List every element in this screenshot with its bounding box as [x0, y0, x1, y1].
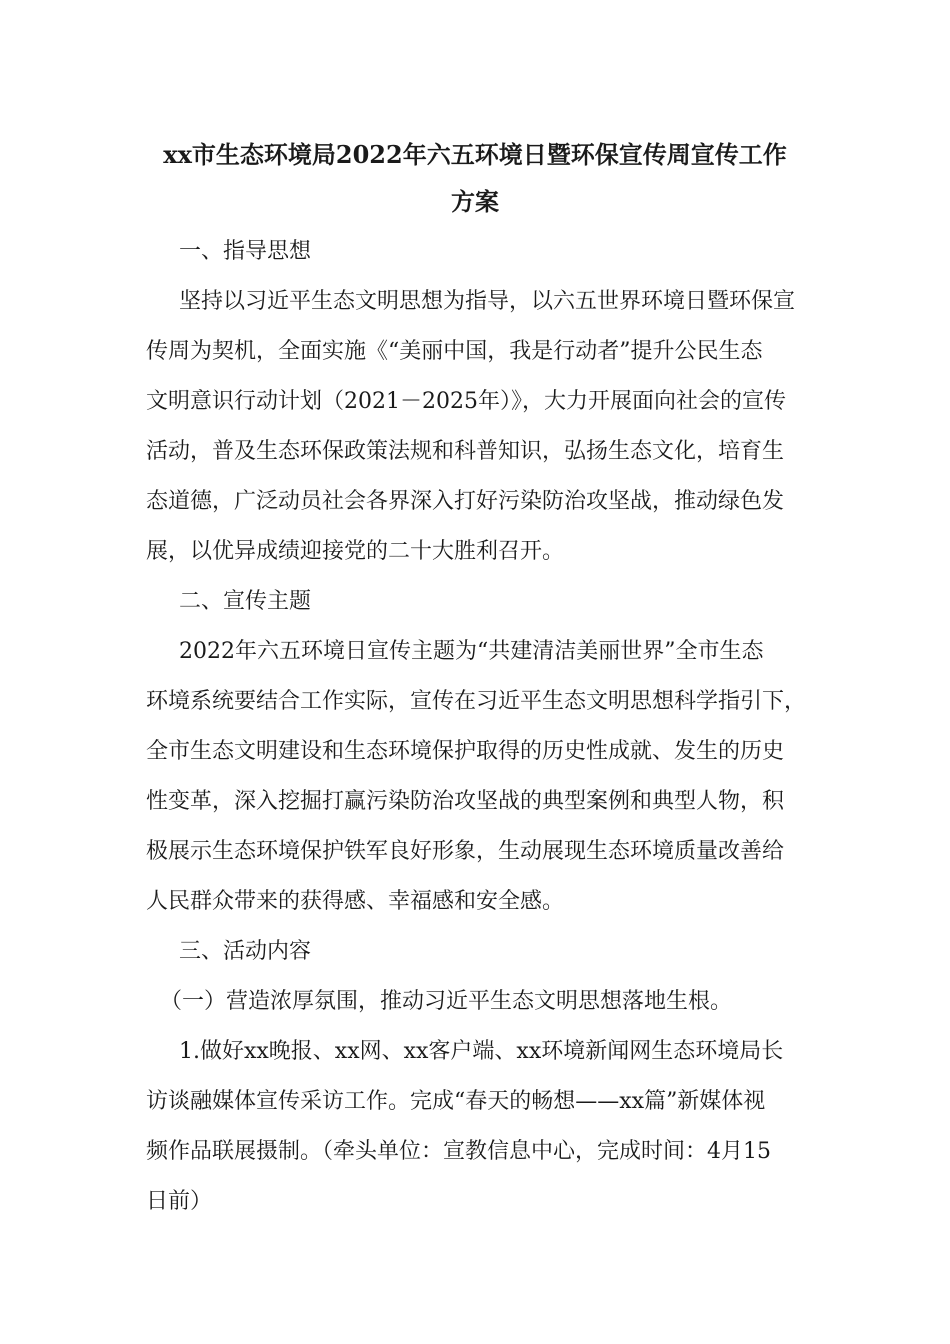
section-heading-activity-content: 三、活动内容	[179, 939, 312, 964]
paragraph-line: 全市生态文明建设和生态环境保护取得的历史性成就、发生的历史	[146, 739, 785, 764]
section-heading-guiding-ideology: 一、指导思想	[179, 239, 312, 264]
paragraph-line: 态道德，广泛动员社会各界深入打好污染防治攻坚战，推动绿色发	[146, 489, 785, 514]
paragraph-line: 极展示生态环境保护铁军良好形象，生动展现生态环境质量改善给	[146, 839, 785, 864]
paragraph-line: 频作品联展摄制。（牵头单位：宣教信息中心，完成时间：4月15	[146, 1139, 771, 1164]
paragraph-line: 传周为契机，全面实施《“美丽中国，我是行动者”提升公民生态	[146, 339, 763, 364]
paragraph-line: 坚持以习近平生态文明思想为指导，以六五世界环境日暨环保宣	[179, 289, 796, 314]
paragraph-line: 展，以优异成绩迎接党的二十大胜利召开。	[146, 539, 565, 564]
section-heading-publicity-theme: 二、宣传主题	[179, 589, 312, 614]
document-title-line-1: xx市生态环境局2022年六五环境日暨环保宣传周宣传工作	[163, 140, 787, 169]
paragraph-line: 环境系统要结合工作实际，宣传在习近平生态文明思想科学指引下，	[146, 689, 807, 714]
paragraph-line: 访谈融媒体宣传采访工作。完成“春天的畅想——xx篇”新媒体视	[146, 1089, 766, 1114]
paragraph-line: 活动，普及生态环保政策法规和科普知识，弘扬生态文化，培育生	[146, 439, 785, 464]
subsection-heading: （一）营造浓厚氛围，推动习近平生态文明思想落地生根。	[160, 989, 733, 1014]
paragraph-line: 1.做好xx晚报、xx网、xx客户端、xx环境新闻网生态环境局长	[179, 1039, 784, 1064]
document-title-line-2: 方案	[451, 187, 499, 216]
paragraph-line: 2022年六五环境日宣传主题为“共建清洁美丽世界”全市生态	[179, 639, 764, 664]
paragraph-line: 性变革，深入挖掘打赢污染防治攻坚战的典型案例和典型人物，积	[146, 789, 785, 814]
paragraph-line: 日前）	[146, 1189, 213, 1214]
paragraph-line: 人民群众带来的获得感、幸福感和安全感。	[146, 889, 565, 914]
paragraph-line: 文明意识行动计划（2021－2025年）》，大力开展面向社会的宣传	[146, 389, 786, 414]
